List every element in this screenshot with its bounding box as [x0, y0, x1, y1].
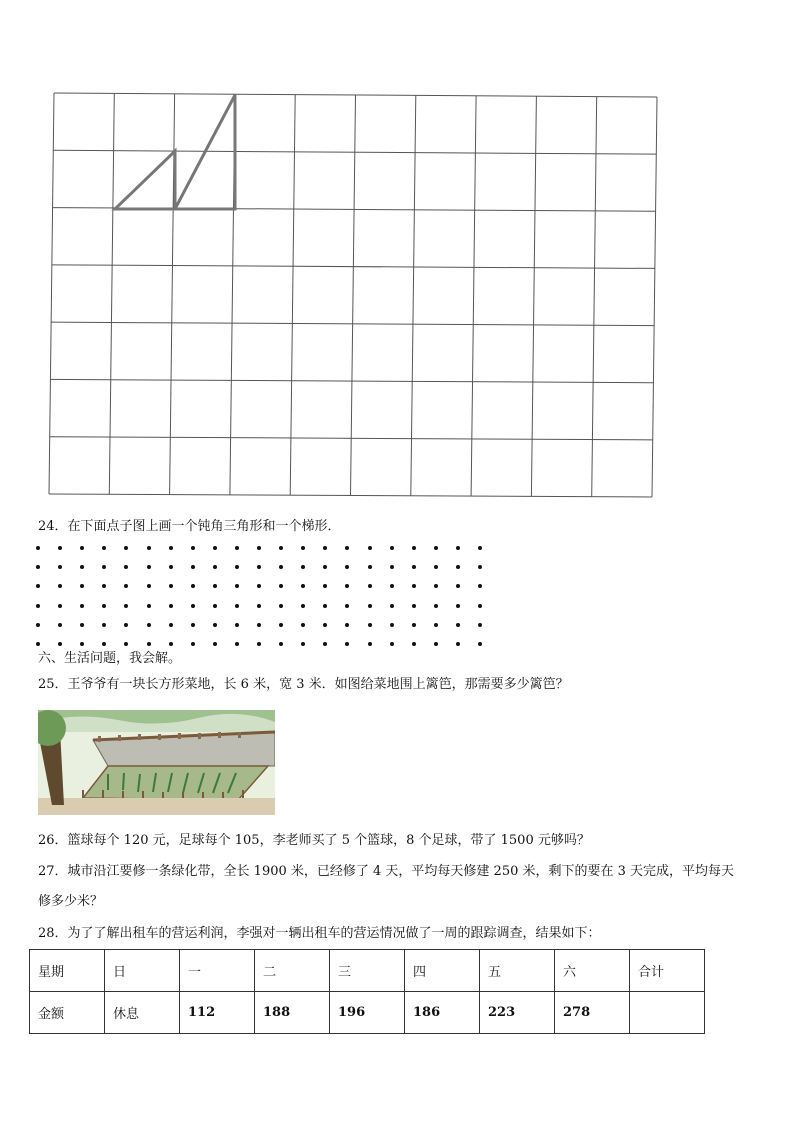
grid-dot[interactable] [213, 604, 217, 608]
grid-line-vertical [411, 95, 416, 495]
grid-line-vertical [109, 93, 114, 494]
grid-dot[interactable] [102, 546, 106, 550]
grid-dot[interactable] [323, 604, 327, 608]
grid-dot[interactable] [434, 546, 438, 550]
table-cell: 278 [555, 992, 630, 1034]
grid-dot[interactable] [368, 584, 372, 588]
table-cell: 五 [480, 950, 555, 992]
grid-dot[interactable] [124, 623, 128, 627]
grid-dot[interactable] [169, 604, 173, 608]
grid-dot[interactable] [58, 604, 62, 608]
dot-grid[interactable] [30, 540, 500, 650]
grid-dot[interactable] [390, 623, 394, 627]
grid-dot[interactable] [323, 623, 327, 627]
grid-dot[interactable] [323, 584, 327, 588]
grid-dot[interactable] [235, 642, 239, 646]
grid-dot[interactable] [58, 565, 62, 569]
grid-dot[interactable] [169, 623, 173, 627]
grid-dot[interactable] [191, 623, 195, 627]
table-cell: 188 [255, 992, 330, 1034]
table-cell: 日 [105, 950, 180, 992]
grid-dot[interactable] [169, 642, 173, 646]
table-cell: 星期 [30, 950, 105, 992]
table-cell: 186 [405, 992, 480, 1034]
grid-dot[interactable] [478, 565, 482, 569]
grid-dot[interactable] [58, 642, 62, 646]
grid-dot[interactable] [456, 565, 460, 569]
grid-dot[interactable] [412, 642, 416, 646]
table-cell: 金额 [30, 992, 105, 1034]
grid-dot[interactable] [279, 623, 283, 627]
grid-dot[interactable] [390, 546, 394, 550]
grid-dot[interactable] [147, 565, 151, 569]
grid-dot[interactable] [191, 565, 195, 569]
grid-line-vertical [592, 97, 597, 497]
grid-dot[interactable] [434, 604, 438, 608]
grid-dot[interactable] [478, 604, 482, 608]
grid-dot[interactable] [257, 584, 261, 588]
table-cell: 四 [405, 950, 480, 992]
grid-dot[interactable] [478, 584, 482, 588]
grid-dot[interactable] [345, 642, 349, 646]
table-cell: 休息 [105, 992, 180, 1034]
total-cell[interactable] [630, 992, 705, 1034]
grid-dot[interactable] [36, 604, 40, 608]
large-right-triangle [175, 95, 235, 209]
grid-dot[interactable] [36, 642, 40, 646]
grid-dot[interactable] [279, 642, 283, 646]
square-grid [0, 0, 794, 520]
grid-dot[interactable] [456, 584, 460, 588]
grid-dot[interactable] [323, 642, 327, 646]
grid-dot[interactable] [456, 604, 460, 608]
question-24: 24．在下面点子图上画一个钝角三角形和一个梯形． [38, 519, 341, 534]
grid-line-vertical [49, 93, 54, 494]
grid-dot[interactable] [456, 642, 460, 646]
grid-dot[interactable] [301, 565, 305, 569]
grid-dot[interactable] [147, 546, 151, 550]
grid-dot[interactable] [368, 623, 372, 627]
grid-dot[interactable] [257, 604, 261, 608]
grid-dot[interactable] [102, 584, 106, 588]
grid-dot[interactable] [102, 623, 106, 627]
table-cell: 二 [255, 950, 330, 992]
grid-dot[interactable] [36, 623, 40, 627]
table-cell: 223 [480, 992, 555, 1034]
grid-dot[interactable] [434, 642, 438, 646]
grid-dot[interactable] [345, 623, 349, 627]
grid-dot[interactable] [345, 584, 349, 588]
grid-dot[interactable] [169, 546, 173, 550]
grid-dot[interactable] [257, 642, 261, 646]
grid-dot[interactable] [456, 546, 460, 550]
table-cell: 六 [555, 950, 630, 992]
grid-dot[interactable] [301, 546, 305, 550]
grid-dot[interactable] [80, 623, 84, 627]
table-cell: 一 [180, 950, 255, 992]
table-cell: 合计 [630, 950, 705, 992]
table-cell: 196 [330, 992, 405, 1034]
grid-dot[interactable] [301, 604, 305, 608]
grid-dot[interactable] [257, 623, 261, 627]
grid-dot[interactable] [301, 584, 305, 588]
grid-dot[interactable] [235, 604, 239, 608]
grid-dot[interactable] [36, 565, 40, 569]
grid-dot[interactable] [80, 584, 84, 588]
grid-dot[interactable] [80, 642, 84, 646]
grid-dot[interactable] [169, 565, 173, 569]
grid-dot[interactable] [124, 565, 128, 569]
grid-dot[interactable] [80, 565, 84, 569]
grid-dot[interactable] [434, 623, 438, 627]
grid-dot[interactable] [58, 546, 62, 550]
grid-dot[interactable] [147, 642, 151, 646]
grid-dot[interactable] [213, 642, 217, 646]
grid-dot[interactable] [124, 546, 128, 550]
grid-dot[interactable] [345, 604, 349, 608]
grid-dot[interactable] [102, 642, 106, 646]
grid-dot[interactable] [345, 565, 349, 569]
grid-dot[interactable] [434, 565, 438, 569]
grid-dot[interactable] [257, 565, 261, 569]
grid-dot[interactable] [412, 546, 416, 550]
grid-dot[interactable] [368, 565, 372, 569]
grid-dot[interactable] [191, 584, 195, 588]
vegetable-garden-illustration [38, 710, 275, 815]
grid-dot[interactable] [213, 565, 217, 569]
grid-dot[interactable] [412, 565, 416, 569]
grid-dot[interactable] [235, 623, 239, 627]
grid-dot[interactable] [102, 565, 106, 569]
grid-dot[interactable] [478, 546, 482, 550]
question-27-line-1: 27．城市沿江要修一条绿化带，全长 1900 米，已经修了 4 天，平均每天修建 250 米，剩下的要在 3 天完成，平均每天 [38, 864, 735, 879]
grid-dot[interactable] [390, 565, 394, 569]
table-cell: 112 [180, 992, 255, 1034]
grid-dot[interactable] [102, 604, 106, 608]
table-cell: 三 [330, 950, 405, 992]
grid-dot[interactable] [58, 584, 62, 588]
grid-dot[interactable] [191, 604, 195, 608]
grid-dot[interactable] [213, 546, 217, 550]
question-27-line-2: 修多少米？ [38, 894, 104, 909]
grid-dot[interactable] [412, 604, 416, 608]
grid-dot[interactable] [235, 565, 239, 569]
grid-dot[interactable] [147, 604, 151, 608]
grid-line-vertical [351, 95, 356, 496]
grid-dot[interactable] [301, 642, 305, 646]
grid-dot[interactable] [412, 623, 416, 627]
grid-dot[interactable] [36, 546, 40, 550]
grid-dot[interactable] [345, 546, 349, 550]
grid-dot[interactable] [301, 623, 305, 627]
grid-dot[interactable] [390, 584, 394, 588]
taxi-income-table [29, 949, 705, 1034]
grid-dot[interactable] [80, 604, 84, 608]
grid-dot[interactable] [279, 546, 283, 550]
grid-dot[interactable] [390, 604, 394, 608]
grid-dot[interactable] [191, 546, 195, 550]
grid-dot[interactable] [58, 623, 62, 627]
grid-dot[interactable] [478, 642, 482, 646]
grid-dot[interactable] [147, 623, 151, 627]
grid-dot[interactable] [279, 584, 283, 588]
grid-dot[interactable] [434, 584, 438, 588]
question-26: 26．篮球每个 120 元，足球每个 105，李老师买了 5 个篮球，8 个足球，带了 1500 元够吗？ [38, 833, 590, 848]
grid-dot[interactable] [213, 623, 217, 627]
grid-dot[interactable] [36, 584, 40, 588]
grid-dot[interactable] [147, 584, 151, 588]
grid-dot[interactable] [279, 565, 283, 569]
grid-line-vertical [290, 95, 295, 496]
section-6-heading: 六、生活问题，我会解。 [38, 651, 182, 666]
grid-dot[interactable] [279, 604, 283, 608]
grid-dot[interactable] [390, 642, 394, 646]
grid-dot[interactable] [124, 642, 128, 646]
table-amount-row [30, 992, 705, 1034]
grid-dot[interactable] [323, 546, 327, 550]
grid-dot[interactable] [235, 546, 239, 550]
grid-dot[interactable] [323, 565, 327, 569]
grid-line-vertical [531, 96, 536, 496]
question-25: 25．王爷爷有一块长方形菜地，长 6 米，宽 3 米．如图给菜地围上篱笆，那需要多少篱笆？ [38, 677, 569, 692]
grid-dot[interactable] [368, 642, 372, 646]
grid-dot[interactable] [368, 604, 372, 608]
grid-dot[interactable] [124, 604, 128, 608]
grid-dot[interactable] [80, 546, 84, 550]
grid-dot[interactable] [257, 546, 261, 550]
grid-dot[interactable] [169, 584, 173, 588]
grid-dot[interactable] [235, 584, 239, 588]
table-header-row [30, 950, 705, 992]
grid-line-vertical [652, 97, 657, 497]
grid-dot[interactable] [213, 584, 217, 588]
grid-dot[interactable] [191, 642, 195, 646]
small-right-triangle [115, 151, 175, 209]
grid-dot[interactable] [368, 546, 372, 550]
grid-line-vertical [471, 96, 476, 496]
grid-dot[interactable] [456, 623, 460, 627]
question-28: 28．为了了解出租车的营运利润，李强对一辆出租车的营运情况做了一周的跟踪调查，结果如下： [38, 926, 601, 941]
grid-dot[interactable] [124, 584, 128, 588]
grid-dot[interactable] [412, 584, 416, 588]
grid-dot[interactable] [478, 623, 482, 627]
